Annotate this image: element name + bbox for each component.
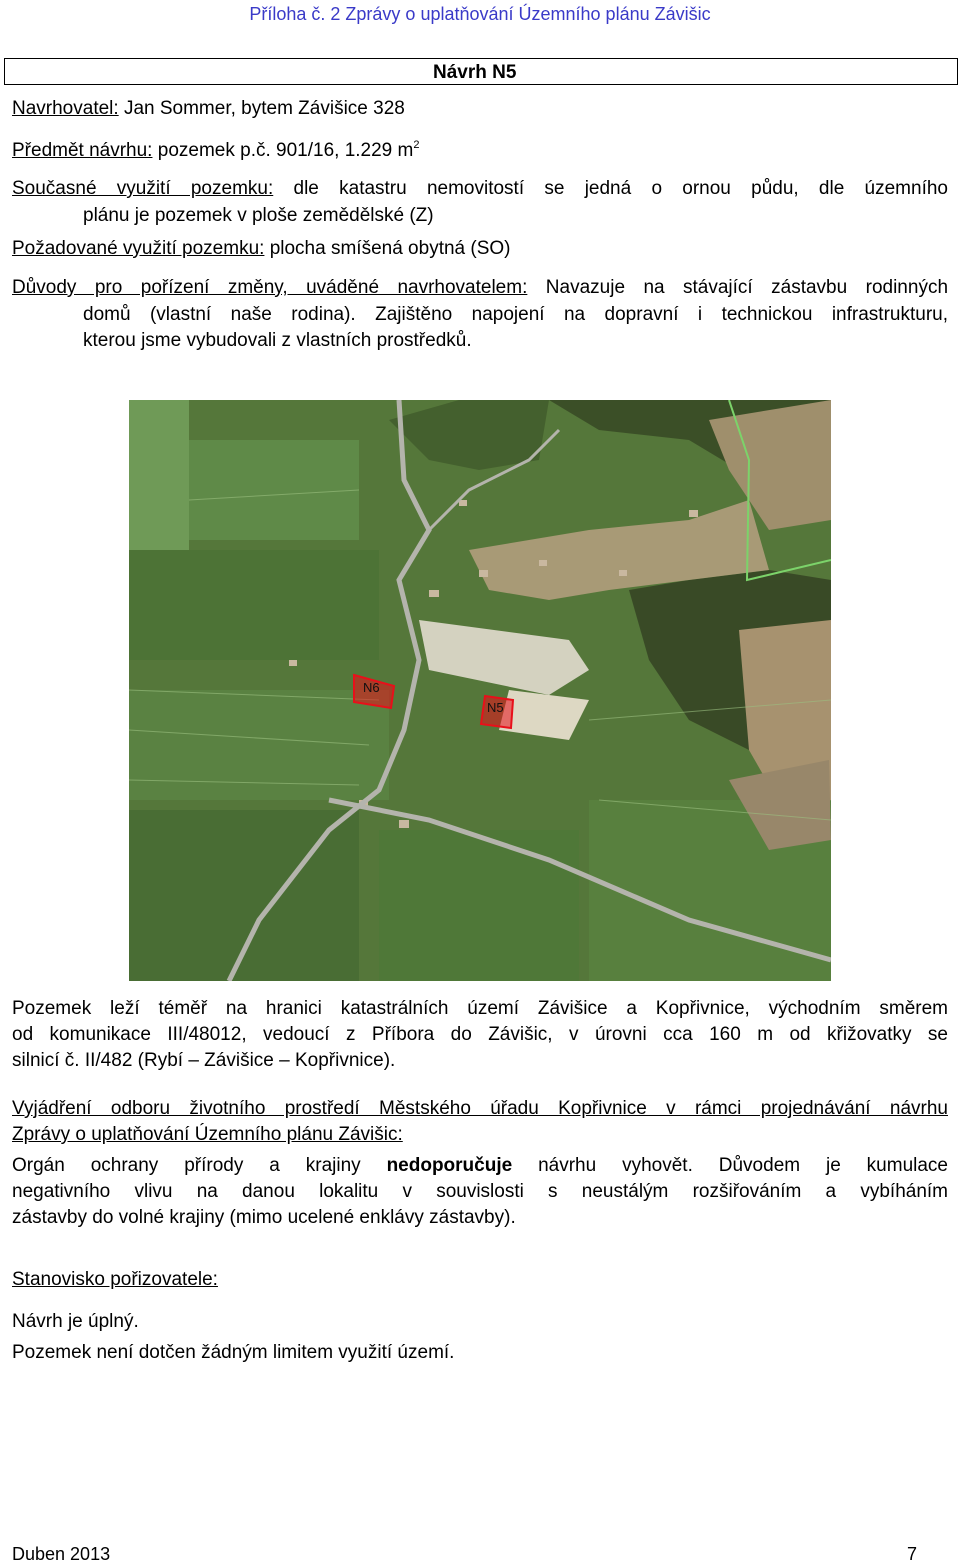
aerial-map — [129, 400, 831, 981]
opinion-text-wrap — [12, 1155, 948, 1178]
opinion-line-2: negativního vlivu na danou lokalitu v souvislosti s neustálým rozšiřováním a vybíháním — [12, 1181, 948, 1202]
footer-page-number: 7 — [906, 1544, 917, 1564]
field-west — [129, 550, 379, 660]
house — [399, 820, 409, 828]
current-use-label: Současné využití pozemku: — [12, 178, 274, 199]
author-line — [12, 98, 405, 121]
location-line-1: Pozemek leží téměř na hranici katastrálních území Závišice a Kopřivnice, východním směrem — [12, 998, 948, 1019]
author-value: Jan Sommer, bytem Závišice 328 — [118, 98, 405, 119]
house — [289, 660, 297, 666]
proposal-title: Návrh N5 — [433, 62, 517, 83]
statement-line-1: Návrh je úplný. — [12, 1311, 139, 1332]
field-north-1 — [189, 440, 359, 540]
current-use-block — [12, 178, 948, 201]
current-use-line-2: plánu je pozemek v ploše zemědělské (Z) — [83, 205, 434, 226]
parcel-n5-label: N5 — [487, 700, 504, 715]
opinion-heading-wrap — [12, 1098, 948, 1121]
requested-use-label: Požadované využití pozemku: — [12, 238, 265, 259]
location-line-2-wrap — [12, 1024, 948, 1047]
statement-heading: Stanovisko pořizovatele: — [12, 1269, 218, 1290]
reasons-line-1 — [12, 277, 948, 300]
house — [619, 570, 627, 576]
location-line-3: silnicí č. II/482 (Rybí – Závišice – Kopřivnice). — [12, 1050, 396, 1071]
opinion-line-1-bold: nedoporučuje — [386, 1155, 513, 1176]
reasons-text-1: Navazuje na stávající zástavbu rodinných — [527, 277, 949, 298]
reasons-line-2-wrap — [83, 304, 948, 327]
requested-use-line — [12, 238, 511, 261]
house — [479, 570, 488, 577]
current-use-line-1 — [12, 178, 948, 201]
parcel-n6-label: N6 — [363, 680, 380, 695]
reasons-block — [12, 277, 948, 300]
subject-line — [12, 140, 419, 163]
house — [689, 510, 698, 517]
field-sw-1 — [129, 690, 389, 800]
reasons-line-2: domů (vlastní naše rodina). Zajištěno napojení na dopravní i technickou infrastrukturu, — [83, 304, 948, 325]
subject-value: pozemek p.č. 901/16, 1.229 m — [152, 140, 414, 161]
reasons-line-3: kterou jsme vybudovali z vlastních prostředků. — [83, 330, 472, 351]
house — [429, 590, 439, 597]
opinion-heading-line-2: Zprávy o uplatňování Územního plánu Závišic: — [12, 1124, 403, 1145]
opinion-line-1-pre: Orgán ochrany přírody a krajiny — [12, 1155, 387, 1176]
opinion-line-1-post: návrhu vyhovět. Důvodem je kumulace — [512, 1155, 949, 1176]
author-label: Navrhovatel: — [12, 98, 119, 119]
field-south — [379, 830, 579, 981]
field-nw — [129, 400, 189, 550]
current-use-text-1: dle katastru nemovitostí se jedná o ornou půdu, dle územního — [273, 178, 948, 199]
statement-line-2: Pozemek není dotčen žádným limitem využití území. — [12, 1342, 455, 1363]
opinion-heading-line-1: Vyjádření odboru životního prostředí Městského úřadu Kopřivnice v rámci projednávání návrhu — [12, 1098, 948, 1119]
opinion-line-2-wrap — [12, 1181, 948, 1204]
house — [539, 560, 547, 566]
location-line-2: od komunikace III/48012, vedoucí z Příbora do Závišic, v úrovni cca 160 m od křižovatky se — [12, 1024, 948, 1045]
footer-date: Duben 2013 — [12, 1544, 111, 1564]
location-block — [12, 998, 948, 1021]
requested-use-value: plocha smíšená obytná (SO) — [264, 238, 511, 259]
opinion-line-3: zástavby do volné krajiny (mimo ucelené enklávy zástavby). — [12, 1207, 516, 1228]
page-header-title: Příloha č. 2 Zprávy o uplatňování Územního plánu Závišic — [249, 4, 711, 24]
subject-superscript: 2 — [413, 139, 420, 151]
aerial-map-svg — [129, 400, 831, 981]
subject-label: Předmět návrhu: — [12, 140, 153, 161]
reasons-label: Důvody pro pořízení změny, uváděné navrhovatelem: — [12, 277, 528, 298]
opinion-line-1 — [12, 1155, 948, 1178]
